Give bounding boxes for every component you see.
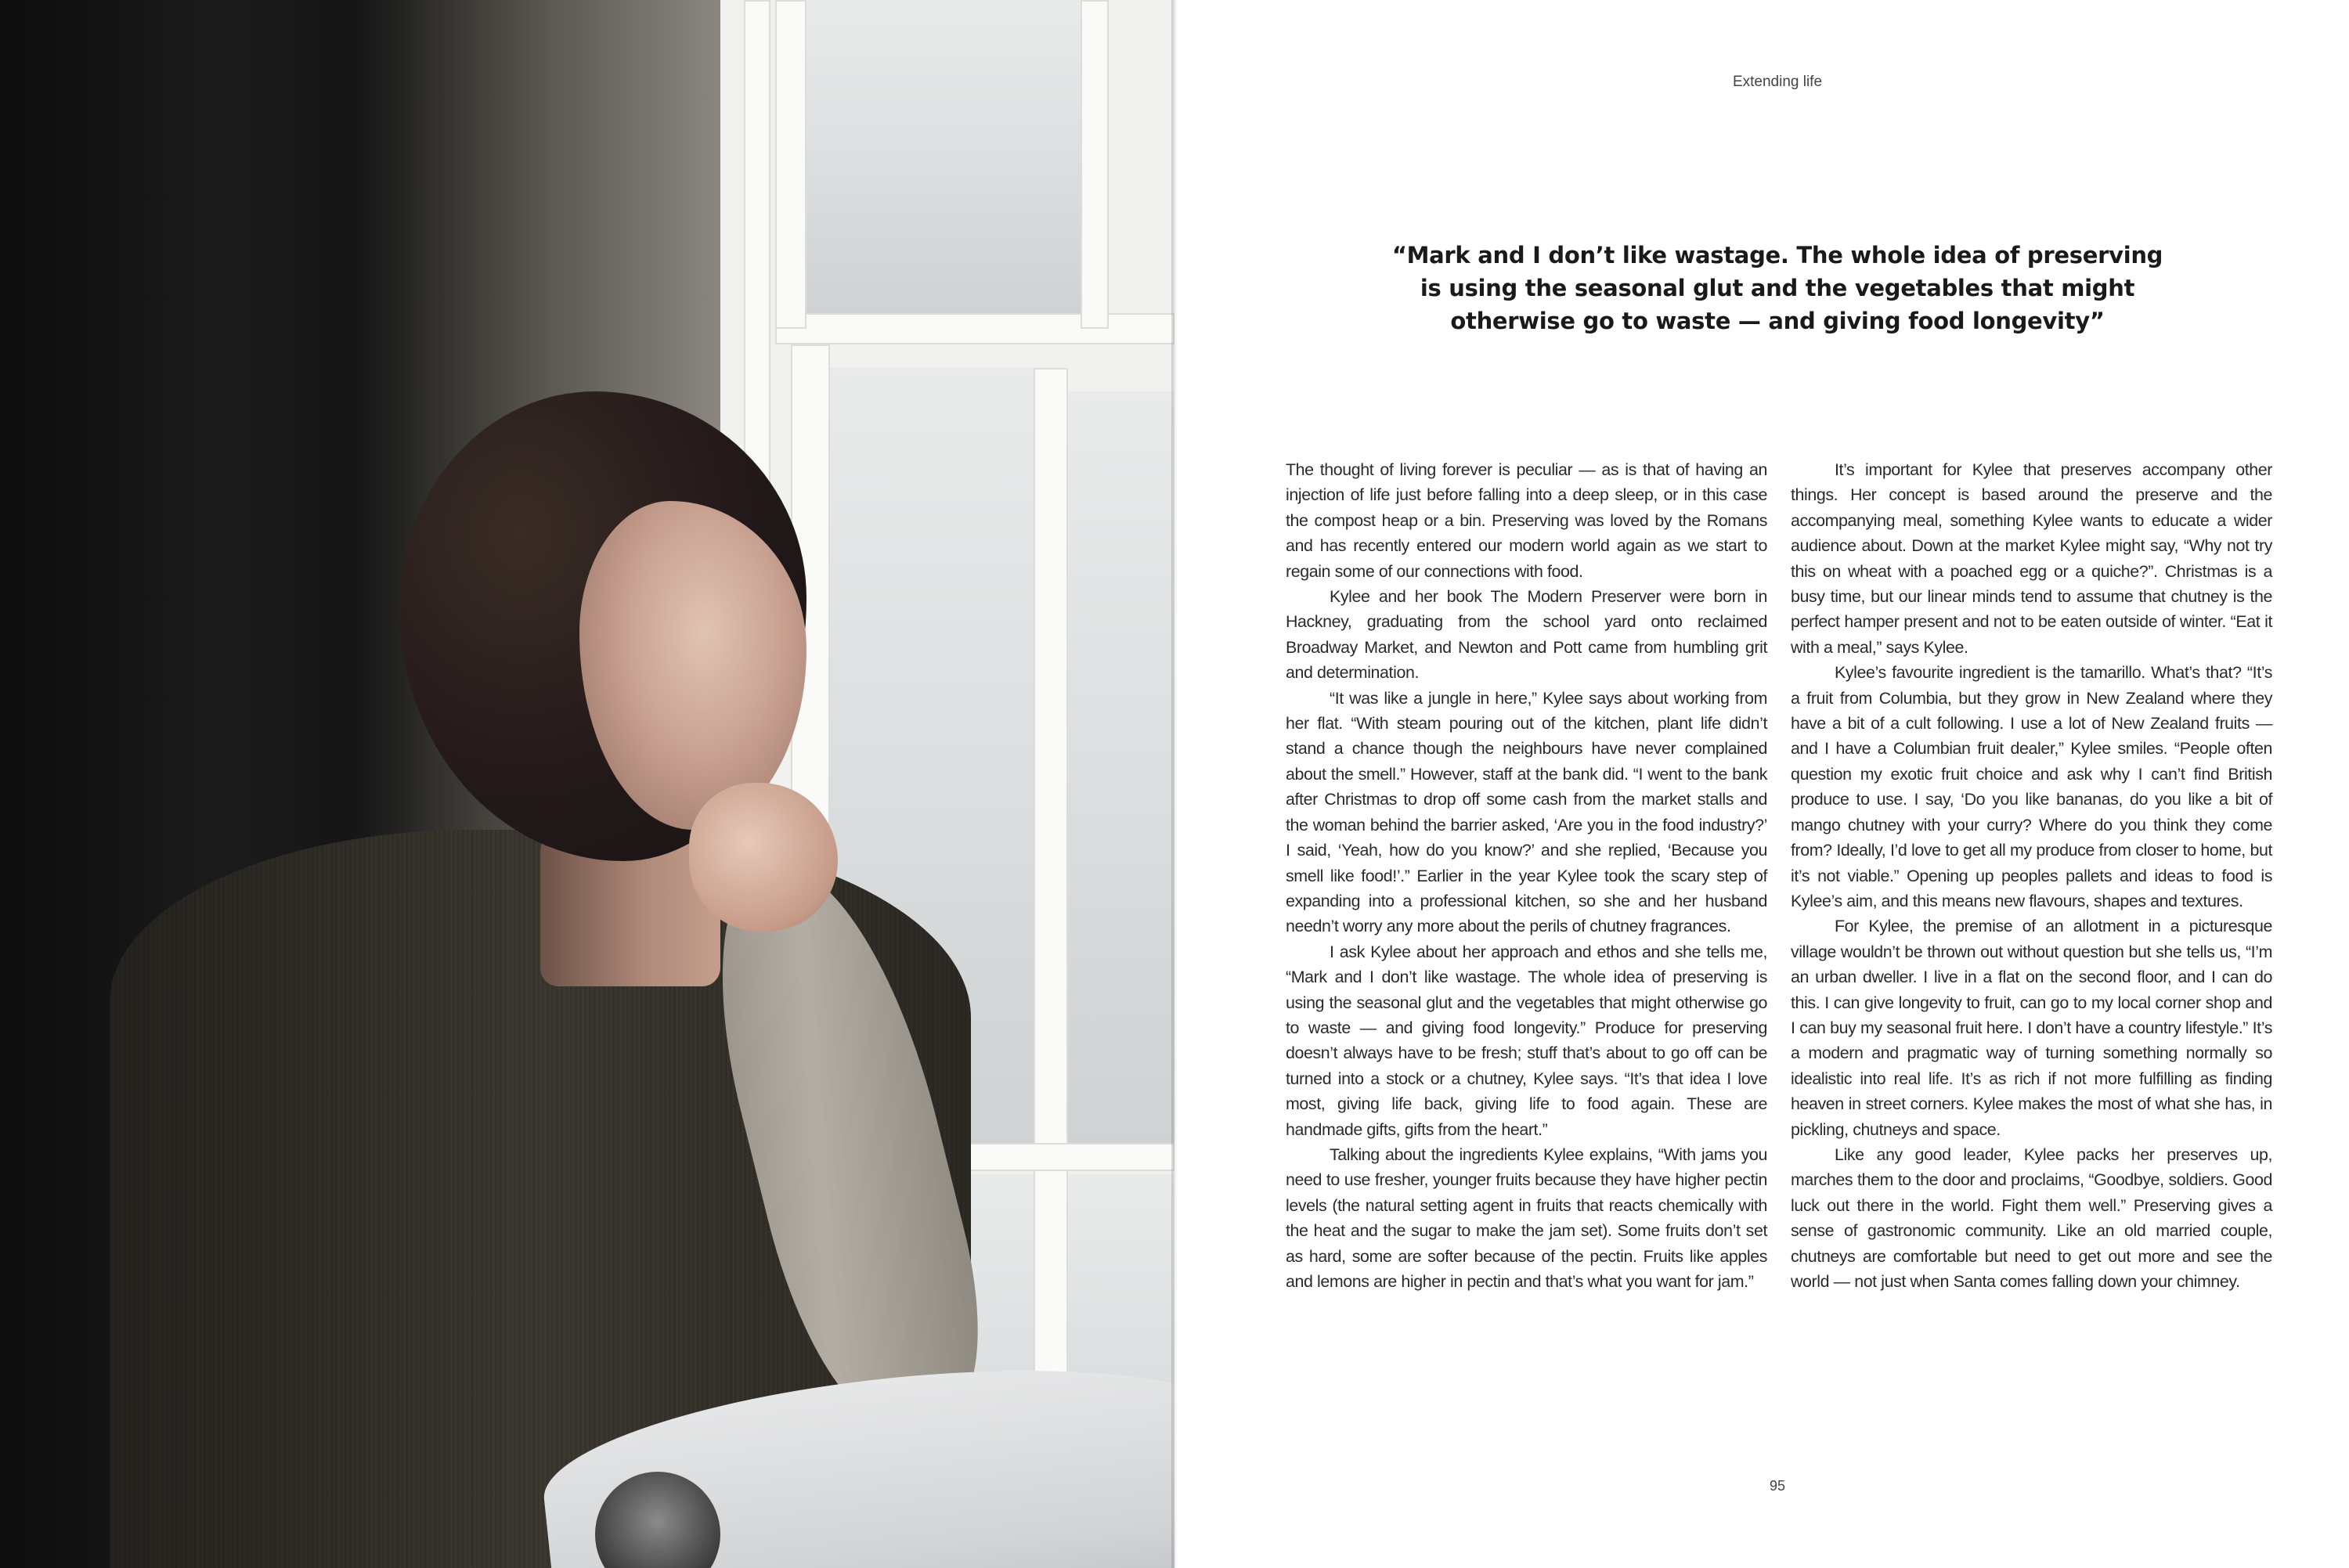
running-head: Extending life (1732, 74, 1823, 90)
paragraph: Talking about the ingredients Kylee explains, “With jams you need to use fresher, younger fruits because they have higher pectin levels (the natural setting agent in fruits that reacts chemically with the heat and the sugar to make the jam set). Some fruits don’t set as hard, some are softer because of the pectin. Fruits like apples and lemons are higher in pectin and that’s what you want for jam.” (1286, 1144, 1767, 1291)
paragraph: I ask Kylee about her approach and ethos and she tells me, “Mark and I don’t like wastage. The whole idea of preserving is using the seasonal glut and the vegetables that might otherwise go to waste — and giving food longevity.” Produce for preserving doesn’t always have to be fresh; stuff that’s about to go off can be turned into a stock or a chutney, Kylee says. “It’s that idea I love most, giving life back, giving life to food again. These are handmade gifts, gifts from the heart.” (1286, 942, 1767, 1139)
paragraph: It’s important for Kylee that preserves accompany other things. Her concept is based around the preserve and the accompanying meal, something Kylee wants to educate a wider audience about. Down at the market Kylee might say, “Why not try this on wheat with a poached egg or a quiche?”. Christmas is a busy time, but our linear minds tend to assume that chutney is the perfect hamper present and not to be eaten outside of winter. “Eat it with a meal,” says Kylee. (1791, 460, 2272, 657)
portrait-photo (0, 0, 1174, 1568)
paragraph: For Kylee, the premise of an allotment in a picturesque village wouldn’t be thrown out without question but she tells us, “I’m an urban dweller. I live in a flat on the second floor, and I can do this. I can give longevity to fruit, can go to my local corner shop and I can buy my seasonal fruit here. I don’t have a country lifestyle.” It’s a modern and pragmatic way of turning something normally so idealistic into real life. It’s as rich if not more fulfilling as finding heaven in street corners. Kylee makes the most of what she has, in pickling, chutneys and space. (1791, 917, 2272, 1139)
article-column-right (1791, 457, 2272, 1294)
page-number: 95 (1769, 1478, 1786, 1494)
article-column-left (1286, 457, 1767, 1294)
paragraph: Kylee’s favourite ingredient is the tamarillo. What’s that? “It’s a fruit from Columbia, but they grow in New Zealand where they have a bit of a cult following. I use a lot of New Zealand fruits — and I have a Columbian fruit dealer,” Kylee smiles. “People often question my exotic fruit choice and ask why I can’t find British produce to use. I say, ‘Do you like bananas, do you like a bit of mango chutney with your curry? Where do you think they come from? Ideally, I’d love to get all my produce from closer to home, but it’s not viable.” Opening up peoples pallets and ideas to food is Kylee’s aim, and this means new flavours, shapes and textures. (1791, 663, 2272, 910)
paragraph: “It was like a jungle in here,” Kylee says about working from her flat. “With steam pouring out of the kitchen, plant life didn’t stand a chance though the neighbours have never complained about the smell.” However, staff at the bank did. “I went to the bank after Christmas to drop off some cash from the market stalls and the woman behind the barrier asked, ‘Are you in the food industry?’ I said, ‘Yeah, how do you know?’ and she replied, ‘Because you smell like food!’.” Earlier in the year Kylee took the scary step of expanding into a professional kitchen, so she and her husband needn’t worry any more about the perils of chutney fragrances. (1286, 688, 1767, 936)
page-gutter (1171, 0, 1178, 1568)
paragraph: The thought of living forever is peculiar — as is that of having an injection of life just before falling into a deep sleep, or in this case the compost heap or a bin. Preserving was loved by the Romans and has recently entered our modern world again as we start to regain some of our connections with food. (1286, 460, 1767, 581)
paragraph: Like any good leader, Kylee packs her preserves up, marches them to the door and proclaims, “Goodbye, soldiers. Good luck out there in the world. Fight them well.” Preserving gives a sense of gastronomic community. Like an old married couple, chutneys are comfortable but need to get out more and see the world — not just when Santa comes falling down your chimney. (1791, 1144, 2272, 1291)
pull-quote: “Mark and I don’t like wastage. The whole idea of preserving is using the seasonal glut and the vegetables that might otherwise go to waste — and giving food longevity” (1391, 242, 2163, 334)
paragraph: Kylee and her book The Modern Preserver were born in Hackney, graduating from the school yard onto reclaimed Broadway Market, and Newton and Pott came from humbling grit and determination. (1286, 587, 1767, 683)
